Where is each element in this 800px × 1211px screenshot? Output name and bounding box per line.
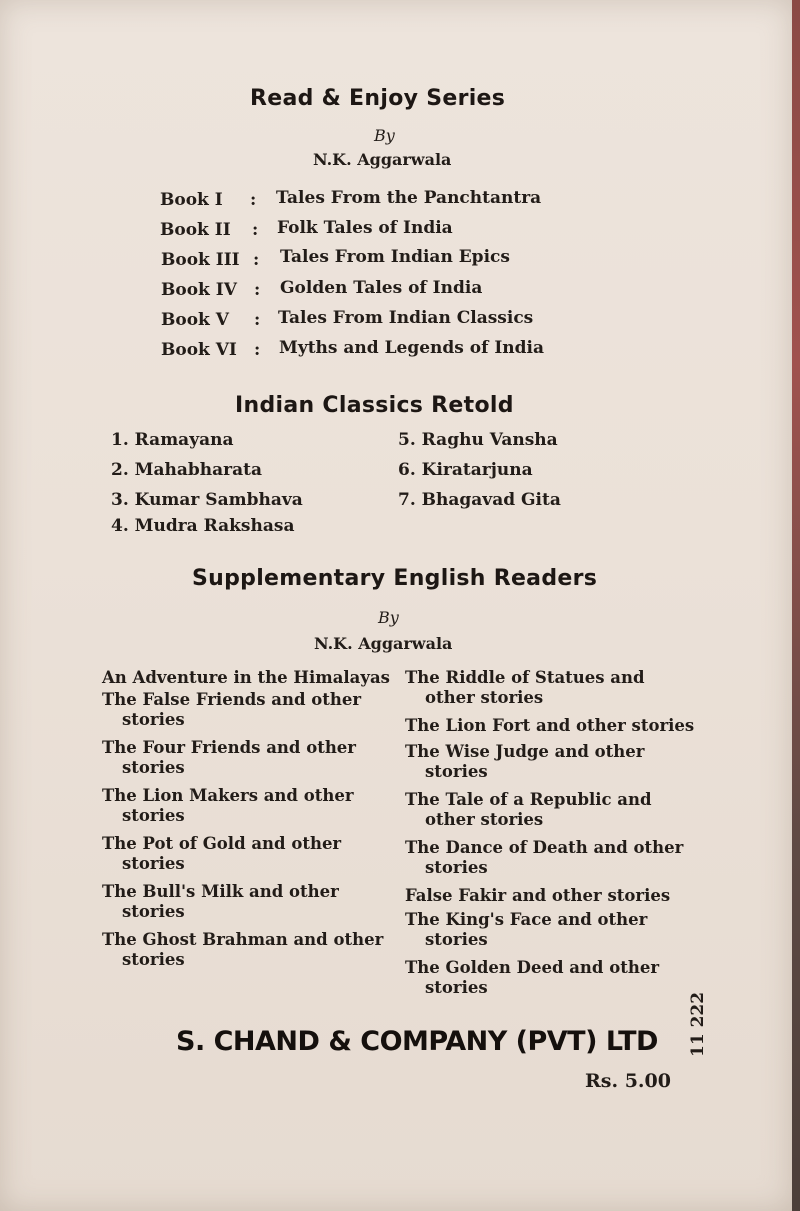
book-label: Book IV (161, 280, 237, 300)
reader-title: The Lion Fort and other stories (405, 716, 695, 735)
cover-edge (792, 0, 800, 1211)
series3-title: Supplementary English Readers (192, 566, 598, 591)
reader-title: The Tale of a Republic and other stories (405, 790, 652, 829)
book-title: Tales From Indian Classics (278, 308, 534, 328)
book-colon: : (254, 280, 261, 300)
book-colon: : (254, 310, 261, 330)
book-label: Book V (161, 310, 229, 330)
book-label: Book II (160, 220, 231, 240)
book-colon: : (254, 340, 261, 360)
readers-right-column (405, 668, 695, 1006)
classic-item: 1. Ramayana (111, 430, 234, 450)
book-label: Book VI (161, 340, 237, 360)
series1-by: By (374, 126, 395, 145)
classic-item: 5. Raghu Vansha (398, 430, 558, 450)
reader-title: The King's Face and other stories (405, 910, 648, 949)
reader-title: The Four Friends and other stories (102, 738, 357, 777)
series3-by: By (378, 608, 399, 627)
book-title: Tales From the Panchtantra (276, 188, 542, 208)
classic-item: 6. Kiratarjuna (398, 460, 533, 480)
classic-item: 3. Kumar Sambhava (111, 490, 303, 510)
reader-title: The Lion Makers and other stories (102, 786, 354, 825)
book-label: Book I (160, 190, 223, 210)
reader-title: The Wise Judge and other stories (405, 742, 645, 781)
reader-title: The False Friends and other stories (102, 690, 362, 729)
series2-title: Indian Classics Retold (235, 393, 514, 418)
price: Rs. 5.00 (585, 1070, 671, 1092)
book-title: Myths and Legends of India (279, 338, 545, 358)
reader-title: An Adventure in the Himalayas (102, 668, 390, 687)
reader-title: The Bull's Milk and other stories (102, 882, 339, 921)
reader-title: The Dance of Death and other stories (405, 838, 684, 877)
classic-item: 7. Bhagavad Gita (398, 490, 561, 510)
series1-title: Read & Enjoy Series (250, 86, 506, 111)
classic-item: 2. Mahabharata (111, 460, 262, 480)
book-colon: : (252, 220, 259, 240)
reader-title: The Ghost Brahman and other stories (102, 930, 384, 969)
reader-title: The Golden Deed and other stories (405, 958, 660, 997)
book-label: Book III (161, 250, 240, 270)
reader-title: The Riddle of Statues and other stories (405, 668, 645, 707)
book-title: Folk Tales of India (277, 218, 453, 238)
publisher-name: S. CHAND & COMPANY (PVT) LTD (176, 1026, 658, 1057)
catalog-code: 11 222 (688, 991, 708, 1057)
book-title: Golden Tales of India (280, 278, 483, 298)
book-colon: : (253, 250, 260, 270)
readers-left-column (102, 668, 402, 978)
reader-title: The Pot of Gold and other stories (102, 834, 342, 873)
classic-item: 4. Mudra Rakshasa (111, 516, 295, 536)
book-title: Tales From Indian Epics (280, 247, 510, 267)
book-colon: : (250, 190, 257, 210)
reader-title: False Fakir and other stories (405, 886, 671, 905)
series3-author: N.K. Aggarwala (314, 634, 453, 653)
series1-author: N.K. Aggarwala (313, 150, 452, 169)
